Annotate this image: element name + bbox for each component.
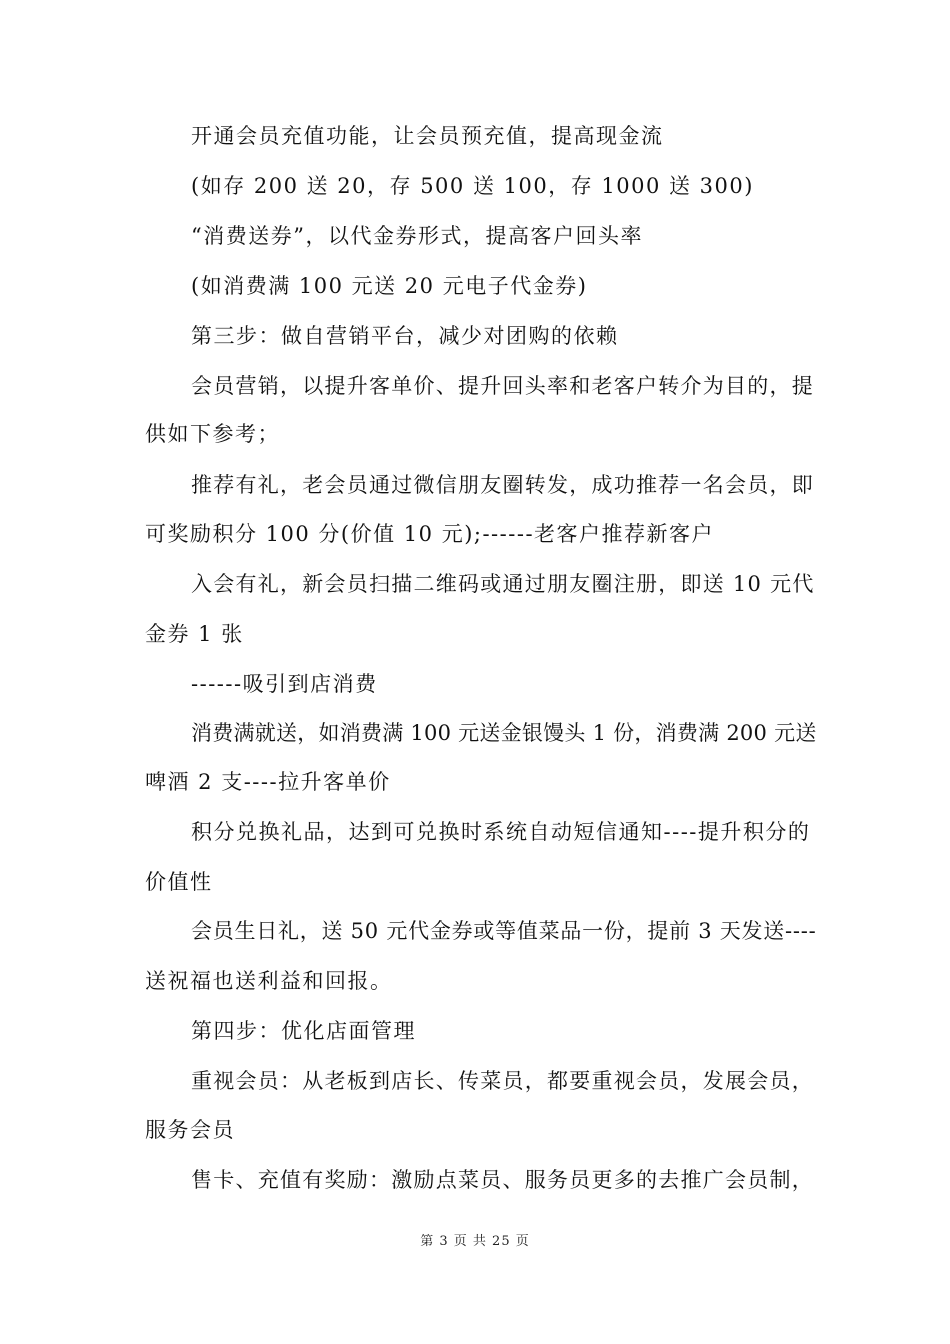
body-line: 可奖励积分 100 分(价值 10 元);------老客户推荐新客户: [145, 522, 715, 546]
body-line: 重视会员：从老板到店长、传菜员，都要重视会员，发展会员，: [191, 1069, 814, 1093]
body-line: 送祝福也送利益和回报。: [145, 969, 393, 993]
body-line: “消费送券”，以代金券形式，提高客户回头率: [191, 224, 643, 248]
body-line: 消费满就送，如消费满 100 元送金银馒头 1 份，消费满 200 元送: [191, 721, 817, 745]
body-line: (如消费满 100 元送 20 元电子代金券): [191, 274, 588, 298]
body-line: 会员生日礼，送 50 元代金券或等值菜品一份，提前 3 天发送----: [191, 919, 817, 943]
body-line: 金券 1 张: [145, 622, 244, 646]
body-line: 供如下参考；: [145, 422, 280, 446]
body-line: ------吸引到店消费: [191, 672, 378, 696]
body-line: 入会有礼，新会员扫描二维码或通过朋友圈注册，即送 10 元代: [191, 572, 815, 596]
body-line: 推荐有礼，老会员通过微信朋友圈转发，成功推荐一名会员，即: [191, 473, 814, 497]
body-line: 积分兑换礼品，达到可兑换时系统自动短信通知----提升积分的: [191, 820, 811, 844]
body-line: 开通会员充值功能，让会员预充值，提高现金流: [191, 124, 664, 148]
section-heading: 第三步：做自营销平台，减少对团购的依赖: [191, 324, 619, 348]
body-line: 服务会员: [145, 1118, 235, 1142]
page-number-footer: 第 3 页 共 25 页: [420, 1234, 530, 1249]
body-line: 价值性: [145, 870, 213, 894]
body-line: 售卡、充值有奖励：激励点菜员、服务员更多的去推广会员制，: [191, 1168, 814, 1192]
body-line: (如存 200 送 20，存 500 送 100，存 1000 送 300): [191, 174, 754, 198]
body-line: 会员营销，以提升客单价、提升回头率和老客户转介为目的，提: [191, 374, 814, 398]
section-heading: 第四步：优化店面管理: [191, 1019, 416, 1043]
body-line: 啤酒 2 支----拉升客单价: [145, 770, 391, 794]
